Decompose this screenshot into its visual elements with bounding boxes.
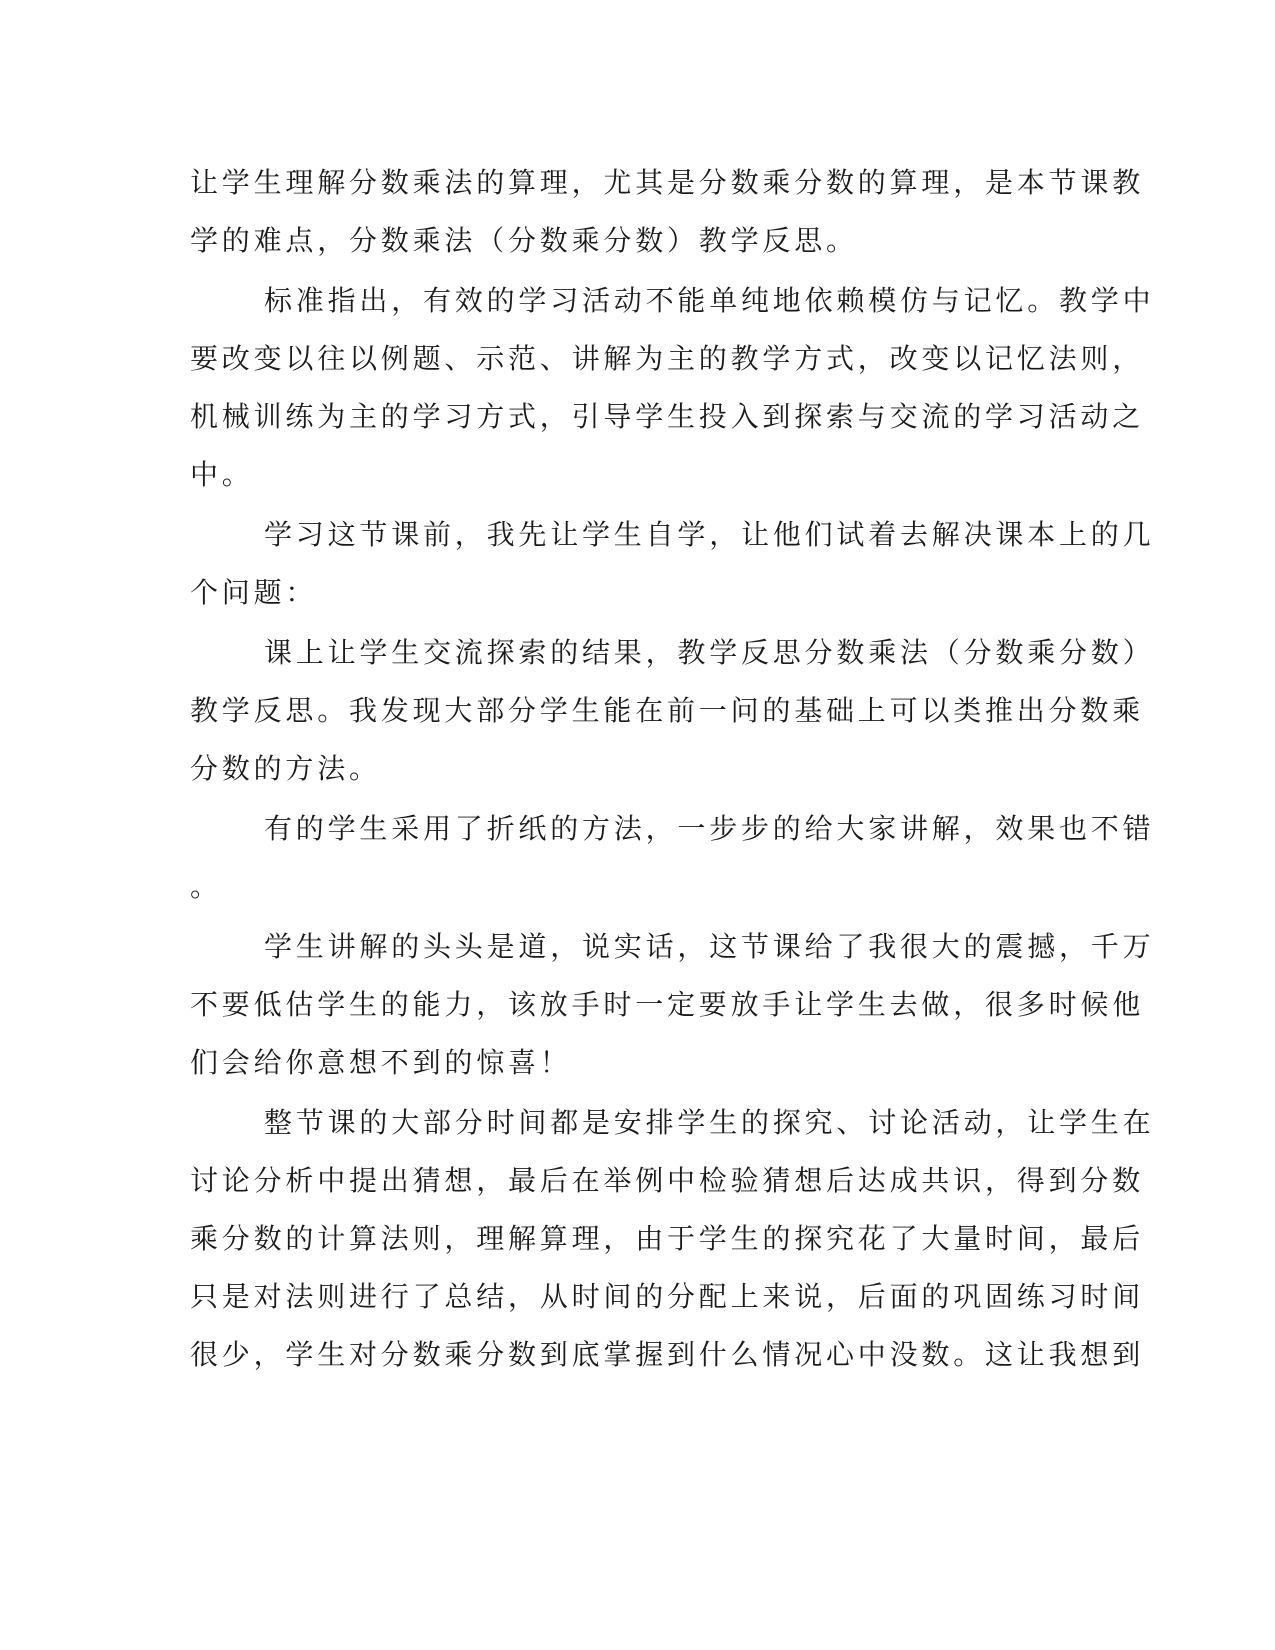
paragraph-first-line: 整节课的大部分时间都是安排学生的探究、讨论活动，让学生在 xyxy=(264,1106,1155,1139)
text-line: 分数的方法。 xyxy=(190,752,381,785)
paragraph-first-line: 学生讲解的头头是道，说实话，这节课给了我很大的震撼，千万 xyxy=(264,930,1155,963)
text-line: 乘分数的计算法则，理解算理，由于学生的探究花了大量时间，最后 xyxy=(190,1222,1145,1255)
paragraph-first-line: 课上让学生交流探索的结果，教学反思分数乘法（分数乘分数） xyxy=(264,636,1155,669)
text-line: 要改变以往以例题、示范、讲解为主的教学方式，改变以记忆法则， xyxy=(190,342,1145,375)
text-line: 不要低估学生的能力，该放手时一定要放手让学生去做，很多时候他 xyxy=(190,988,1145,1021)
text-line: 让学生理解分数乘法的算理，尤其是分数乘分数的算理，是本节课教 xyxy=(190,166,1145,199)
text-line: 很少，学生对分数乘分数到底掌握到什么情况心中没数。这让我想到 xyxy=(190,1338,1145,1371)
text-line: 学的难点，分数乘法（分数乘分数）教学反思。 xyxy=(190,224,858,257)
paragraph-first-line: 学习这节课前，我先让学生自学，让他们试着去解决课本上的几 xyxy=(264,518,1155,551)
text-line: 讨论分析中提出猜想，最后在举例中检验猜想后达成共识，得到分数 xyxy=(190,1164,1145,1197)
text-line: 们会给你意想不到的惊喜！ xyxy=(190,1046,572,1079)
text-line: 只是对法则进行了总结，从时间的分配上来说，后面的巩固练习时间 xyxy=(190,1280,1145,1313)
text-line: 教学反思。我发现大部分学生能在前一问的基础上可以类推出分数乘 xyxy=(190,694,1145,727)
text-line: 中。 xyxy=(190,458,254,491)
text-line: 。 xyxy=(190,870,222,903)
text-line: 机械训练为主的学习方式，引导学生投入到探索与交流的学习活动之 xyxy=(190,400,1145,433)
text-line: 个问题： xyxy=(190,576,318,609)
paragraph-first-line: 有的学生采用了折纸的方法，一步步的给大家讲解，效果也不错 xyxy=(264,812,1155,845)
paragraph-first-line: 标准指出，有效的学习活动不能单纯地依赖模仿与记忆。教学中 xyxy=(264,284,1155,317)
